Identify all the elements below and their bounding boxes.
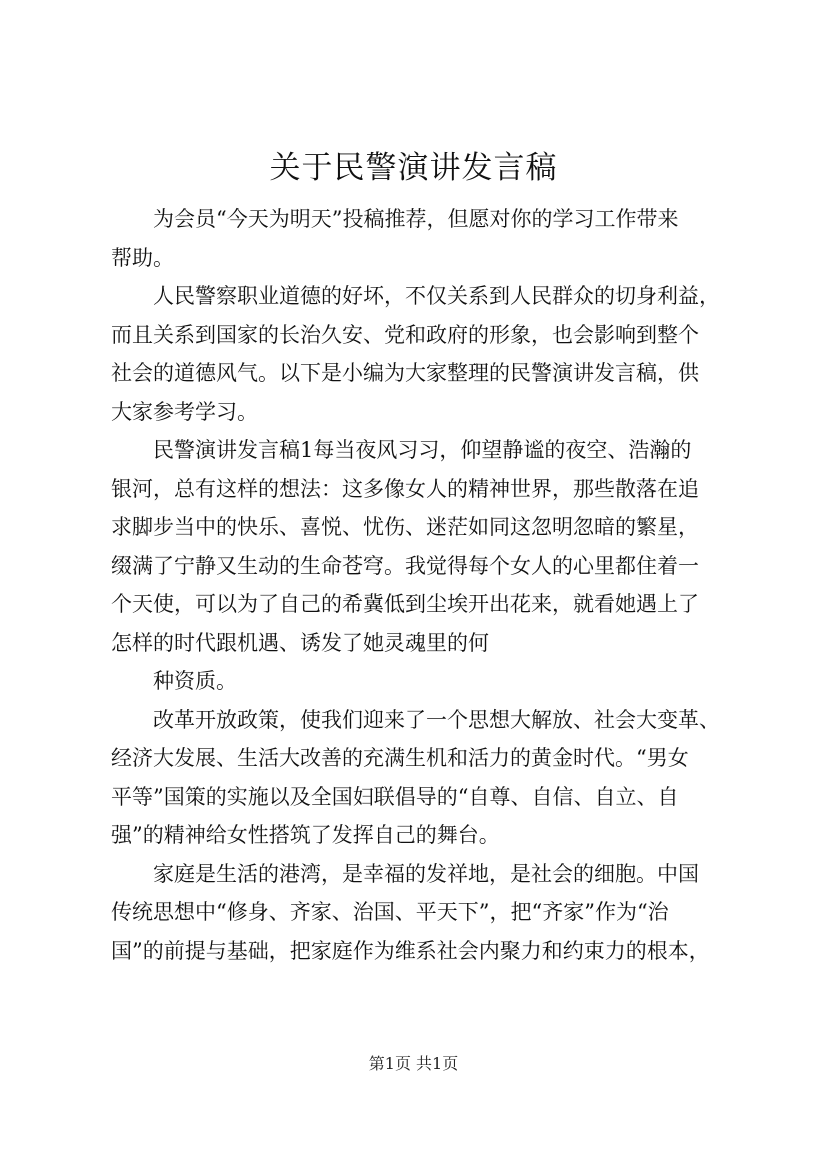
document-body bbox=[111, 170, 723, 970]
text-line: 民警演讲发言稿1每当夜风习习，仰望静谧的夜空、浩瀚的 bbox=[153, 438, 692, 462]
text-line: 强”的精神给女性搭筑了发挥自己的舞台。 bbox=[111, 823, 500, 847]
text-line: 为会员“今天为明天”投稿推荐，但愿对你的学习工作带来 bbox=[153, 207, 679, 231]
text-line: 传统思想中“修身、齐家、治国、平天下”，把“齐家”作为“治 bbox=[111, 900, 669, 924]
text-line: 缀满了宁静又生动的生命苍穹。我觉得每个女人的心里都住着一 bbox=[111, 553, 699, 578]
text-line: 怎样的时代跟机遇、诱发了她灵魂里的何 bbox=[111, 630, 489, 655]
text-line: 银河，总有这样的想法：这多像女人的精神世界，那些散落在追 bbox=[111, 476, 699, 501]
text-line: 经济大发展、生活大改善的充满生机和活力的黄金时代。“男女 bbox=[111, 746, 689, 770]
document-title: 关于民警演讲发言稿 bbox=[269, 150, 558, 186]
text-line: 求脚步当中的快乐、喜悦、忧伤、迷茫如同这忽明忽暗的繁星， bbox=[111, 515, 699, 539]
text-line: 而且关系到国家的长治久安、党和政府的形象，也会影响到整个 bbox=[111, 322, 699, 347]
text-line: 个天使，可以为了自己的希冀低到尘埃开出花来，就看她遇上了 bbox=[111, 592, 699, 616]
text-line: 帮助。 bbox=[111, 245, 174, 270]
text-line: 大家参考学习。 bbox=[111, 399, 258, 424]
page-footer: 第1页 共1页 bbox=[368, 1054, 459, 1073]
text-line: 种资质。 bbox=[153, 669, 237, 693]
text-line: 改革开放政策，使我们迎来了一个思想大解放、社会大变革、 bbox=[153, 707, 720, 732]
text-line: 社会的道德风气。以下是小编为大家整理的民警演讲发言稿，供 bbox=[111, 361, 699, 385]
text-line: 人民警察职业道德的好坏，不仅关系到人民群众的切身利益， bbox=[153, 284, 720, 308]
text-line: 家庭是生活的港湾，是幸福的发祥地，是社会的细胞。中国 bbox=[153, 861, 699, 886]
text-line: 平等”国策的实施以及全国妇联倡导的“自尊、自信、自立、自 bbox=[111, 784, 679, 809]
text-line: 国”的前提与基础，把家庭作为维系社会内聚力和约束力的根本， bbox=[111, 938, 710, 963]
